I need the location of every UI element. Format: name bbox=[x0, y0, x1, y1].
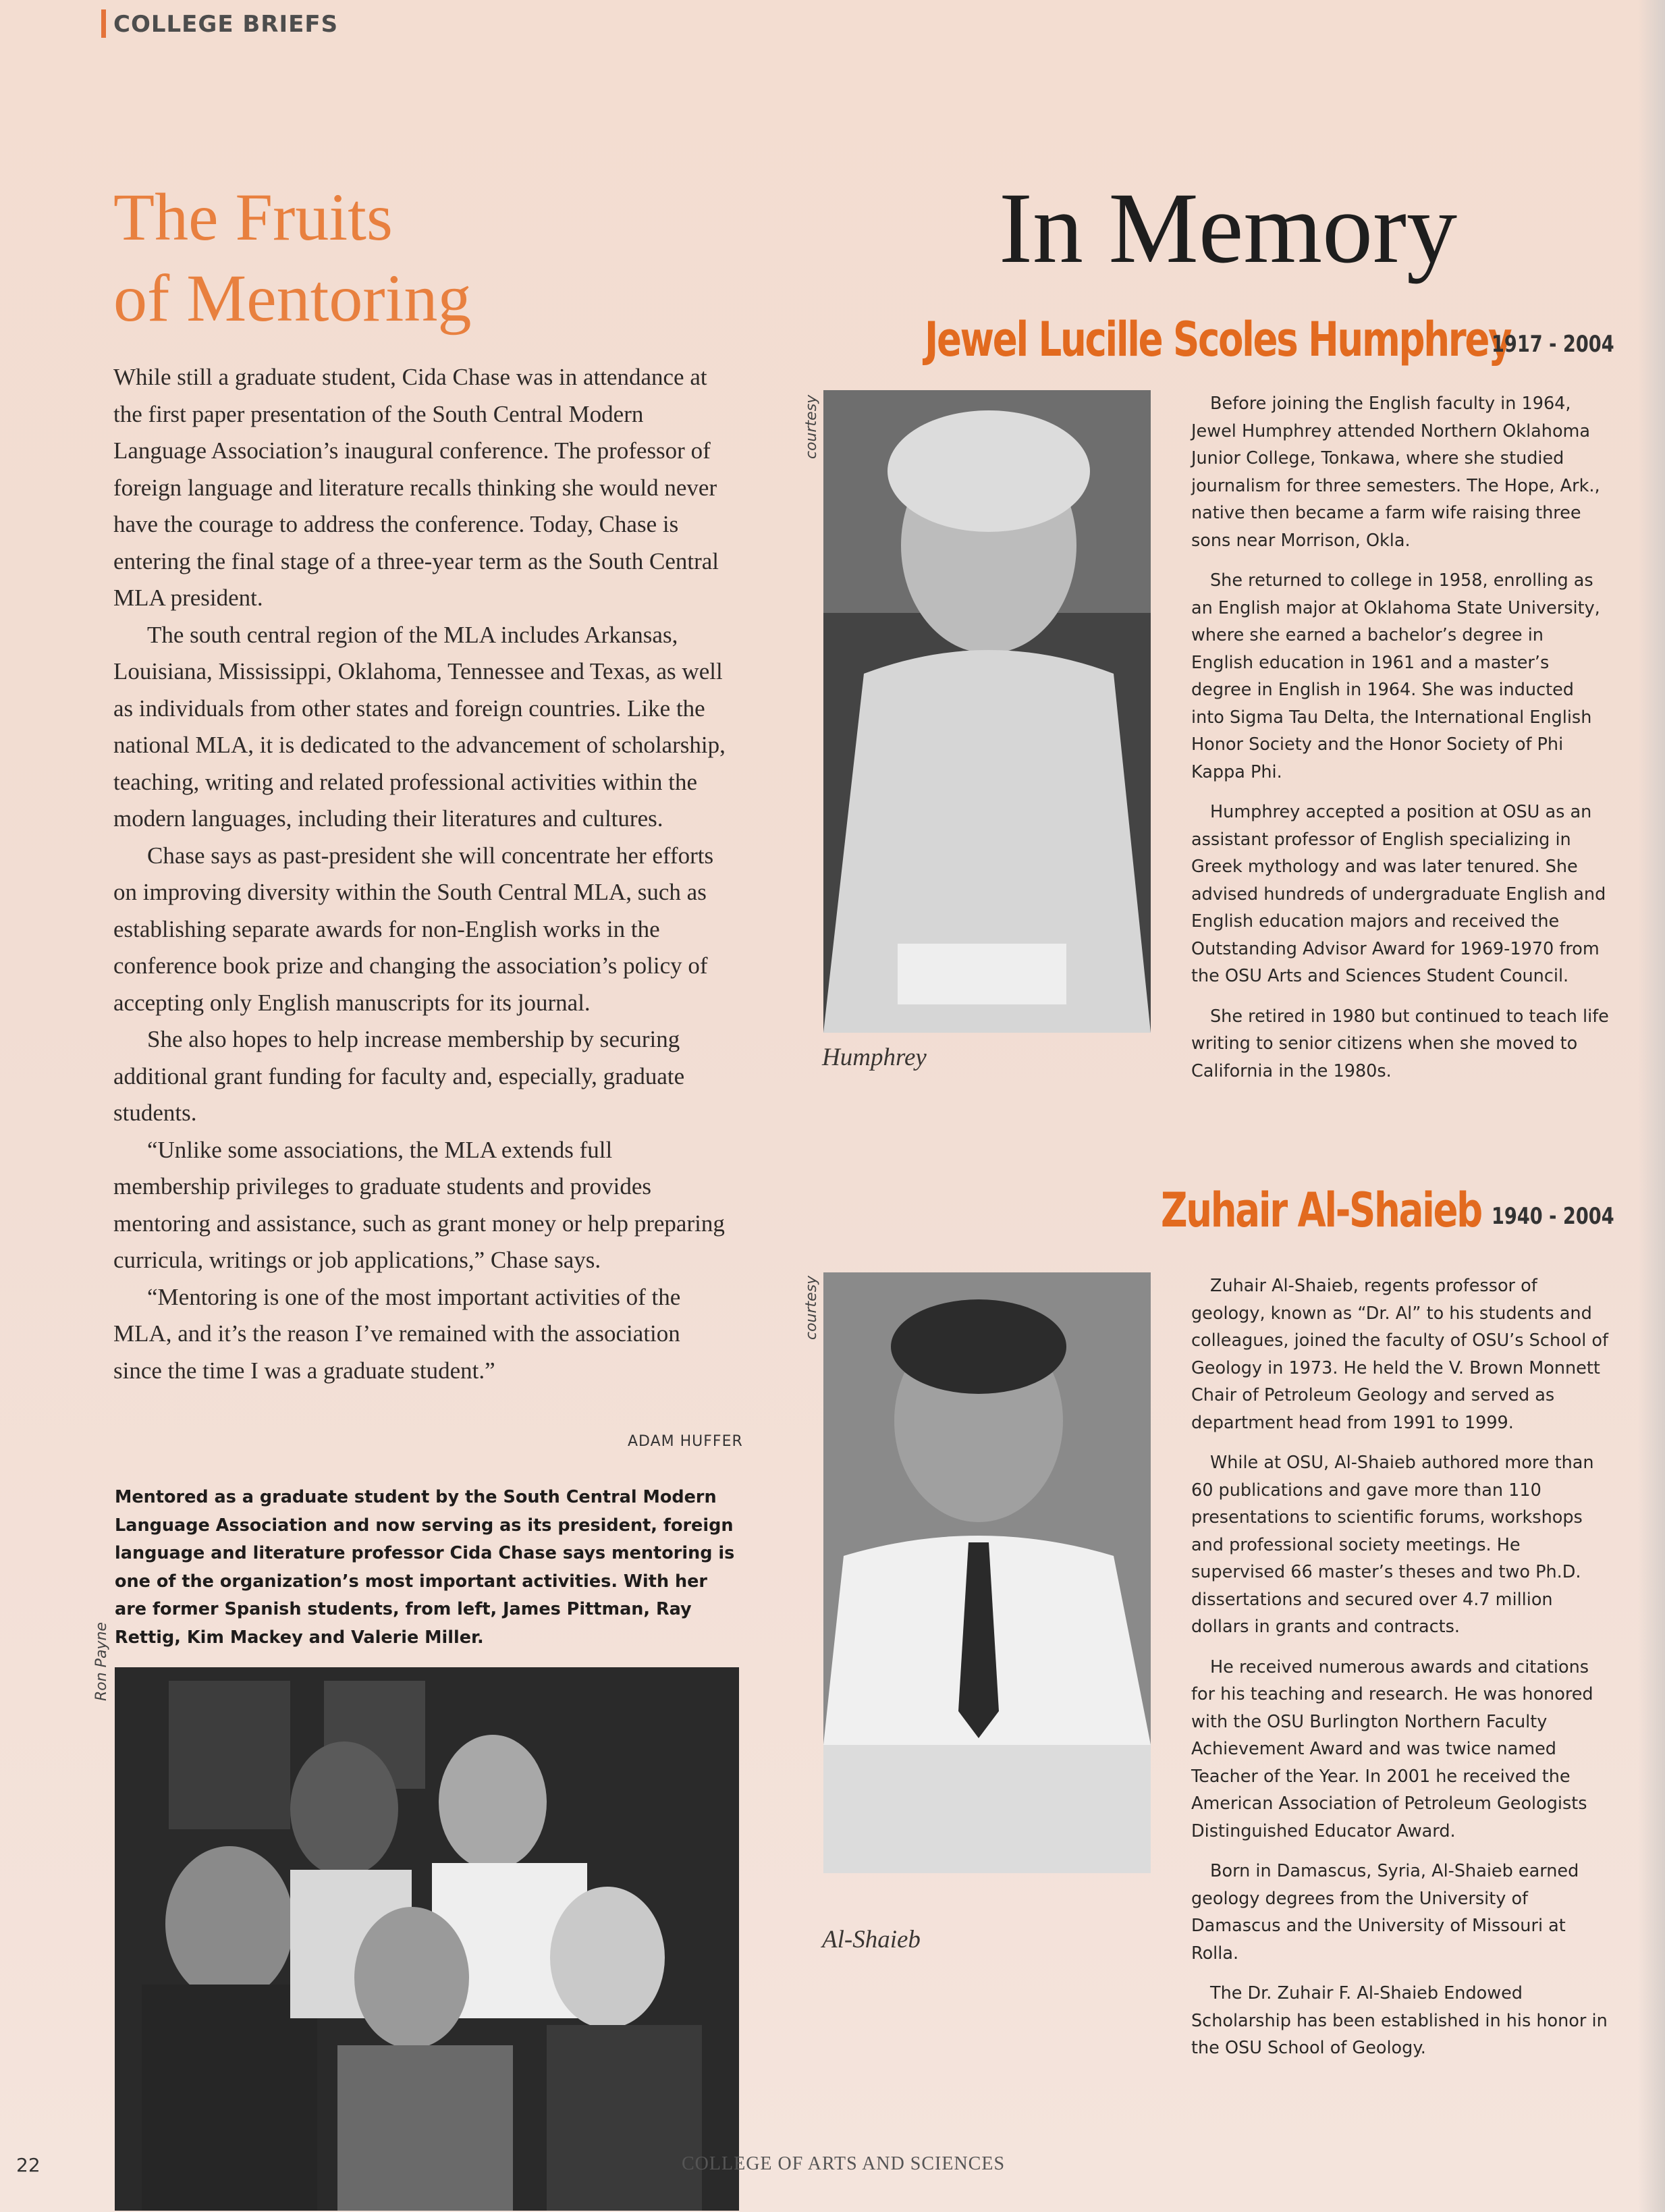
article-paragraph: The south central region of the MLA includes Arkansas, Louisiana, Mississippi, Oklahoma, Tennessee and Texas, as well as individuals from other states and foreign countries. Like the national MLA, it is dedicated to the advancement of scholarship, teaching, writing and related professional activities within the modern languages, including their literatures and cultures. bbox=[113, 621, 726, 832]
section-label-text: COLLEGE BRIEFS bbox=[113, 11, 339, 38]
article-paragraph: “Mentoring is one of the most important activities of the MLA, and it’s the reason I’ve remained with the association since the time I was a graduate student.” bbox=[113, 1283, 681, 1384]
page-number: 22 bbox=[16, 2154, 40, 2176]
photo-credit: courtesy bbox=[803, 1275, 820, 1340]
obituary-years: 1940 - 2004 bbox=[1492, 1203, 1614, 1230]
obituary-paragraph: Zuhair Al-Shaieb, regents professor of geology, known as “Dr. Al” to his students and colleagues, joined the faculty of OSU’s School of Geology in 1973. He held the V. Brown Monnett Chair of Petroleum Geology and served as department head from 1991 to 1999. bbox=[1191, 1276, 1609, 1433]
photo-caption-bold: Mentored as a graduate student by the South Central Modern Language Association and now serving as its president, foreign language and literature professor Cida Chase says mentoring is one of the organization’s most important activities. With her are former Spanish students, from left, James Pittman, Ray Rettig, Kim Mackey and Valerie Miller. bbox=[115, 1487, 735, 1648]
obituary-text bbox=[1191, 1272, 1610, 2075]
article-paragraph: Chase says as past-president she will concentrate her efforts on improving diversity within the South Central MLA, such as establishing separate awards for non-English works in the conference book prize and changing the association’s policy of accepting only English manuscripts for its journal. bbox=[113, 842, 714, 1016]
photo-credit: Ron Payne bbox=[93, 1622, 110, 1701]
obituary-text bbox=[1191, 390, 1610, 1098]
obituary-paragraph: Born in Damascus, Syria, Al-Shaieb earned geology degrees from the University of Damascus and the University of Missouri at Rolla. bbox=[1191, 1861, 1579, 1964]
section-label bbox=[101, 11, 338, 38]
in-memory-title: In Memory bbox=[999, 172, 1458, 284]
headline-line-1: The Fruits bbox=[113, 180, 393, 254]
group-photo bbox=[115, 1667, 739, 2211]
article-paragraph: “Unlike some associations, the MLA extends full membership privileges to graduate students and provides mentoring and assistance, such as grant money or help preparing curricula, writings or job applications,” Chase says. bbox=[113, 1136, 725, 1273]
obituary-paragraph: Before joining the English faculty in 1964, Jewel Humphrey attended Northern Oklahoma Junior College, Tonkawa, where she studied journalism for three semesters. The Hope, Ark., native then became a farm wife raising three sons near Morrison, Okla. bbox=[1191, 394, 1600, 551]
photo-credit: courtesy bbox=[803, 394, 820, 459]
obituary-paragraph: She retired in 1980 but continued to teach life writing to senior citizens when she moved to California in the 1980s. bbox=[1191, 1006, 1609, 1081]
obituary-years: 1917 - 2004 bbox=[1492, 331, 1614, 358]
byline: ADAM HUFFER bbox=[628, 1433, 743, 1450]
photo-caption: Humphrey bbox=[822, 1044, 927, 1071]
article-headline bbox=[113, 177, 586, 339]
humphrey-portrait bbox=[823, 390, 1151, 1033]
group-photo-illustration bbox=[115, 1667, 739, 2211]
obituary-name: Zuhair Al-Shaieb bbox=[1161, 1183, 1481, 1238]
article-paragraph: While still a graduate student, Cida Chase was in attendance at the first paper presentation of the South Central Modern Language Association’s inaugural conference. The professor of foreign language and literature recalls thinking she would never have the courage to address the conference. Today, Chase is entering the final stage of a three-year term as the South Central MLA president. bbox=[113, 364, 719, 611]
headline-line-2: of Mentoring bbox=[113, 261, 472, 335]
al-shaieb-photo bbox=[823, 1272, 1151, 1873]
page-edge-shadow bbox=[1638, 0, 1665, 2212]
obituary-paragraph: He received numerous awards and citations for his teaching and research. He was honored with the OSU Burlington Northern Faculty Achievement Award and was twice named Teacher of the Year. In 2001 he received the American Association of Petroleum Geologists Distinguished Educator Award. bbox=[1191, 1656, 1593, 1841]
obituary-paragraph: Humphrey accepted a position at OSU as an assistant professor of English specializing in Greek mythology and was later tenured. She advised hundreds of undergraduate English and English education majors and received the Outstanding Advisor Award for 1969-1970 from the OSU Arts and Sciences Student Council. bbox=[1191, 802, 1606, 986]
article-body bbox=[113, 359, 734, 1389]
humphrey-photo bbox=[823, 390, 1151, 1033]
obituary-paragraph: She returned to college in 1958, enrolling as an English major at Oklahoma State University, where she earned a bachelor’s degree in English education in 1961 and a master’s degree in English in 1964. She was inducted into Sigma Tau Delta, the International English Honor Society and the Honor Society of Phi Kappa Phi. bbox=[1191, 570, 1600, 782]
publication-footer: COLLEGE OF ARTS AND SCIENCES bbox=[682, 2153, 1006, 2174]
article-paragraph: She also hopes to help increase membership by securing additional grant funding for faculty and, especially, graduate students. bbox=[113, 1026, 685, 1126]
obituary-paragraph: The Dr. Zuhair F. Al-Shaieb Endowed Scholarship has been established in his honor in the OSU School of Geology. bbox=[1191, 1983, 1608, 2058]
obituary-name: Jewel Lucille Scoles Humphrey bbox=[925, 312, 1511, 367]
photo-caption: Al-Shaieb bbox=[822, 1926, 921, 1953]
al-shaieb-portrait bbox=[823, 1272, 1151, 1873]
obituary-paragraph: While at OSU, Al-Shaieb authored more than 60 publications and gave more than 110 presentations to scientific forums, workshops and professional society meetings. He supervised 66 master’s theses and two Ph.D. dissertations and secured over 4.7 million dollars in grants and contracts. bbox=[1191, 1453, 1594, 1637]
